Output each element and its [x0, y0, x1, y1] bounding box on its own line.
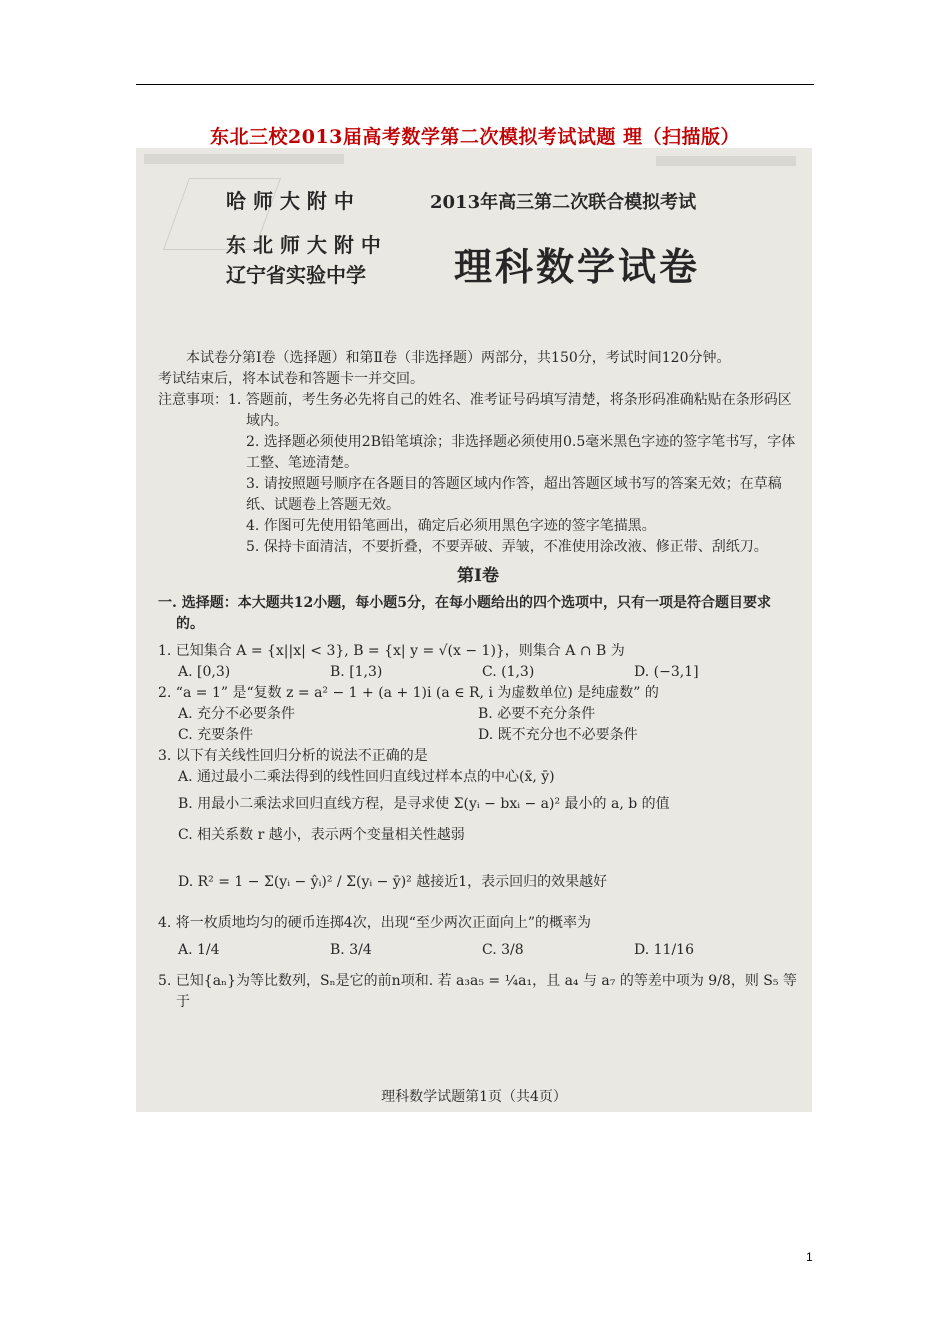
page-number: 1: [806, 1250, 813, 1264]
school-name: 辽宁省实验中学: [226, 263, 366, 287]
option: C. 3/8: [482, 942, 524, 958]
option: B. 必要不充分条件: [478, 706, 596, 722]
option: B. 3/4: [330, 942, 372, 958]
bleed-through-mark: [656, 156, 796, 166]
part-heading: 一. 选择题：本大题共12小题，每小题5分，在每小题给出的四个选项中，只有一项是符合题目要求的。: [158, 595, 771, 632]
exam-name: 2013年高三第二次联合模拟考试: [430, 192, 697, 213]
instruction-item: 2. 选择题必须使用2B铅笔填涂；非选择题必须使用0.5毫米黑色字迹的签字笔书写，字体工整、笔迹清楚。: [246, 434, 796, 471]
option: D. R² = 1 − Σ(yᵢ − ŷᵢ)² / Σ(yᵢ − ȳ)² 越接近1，表示回归的效果越好: [178, 874, 608, 890]
option: C. (1,3): [482, 664, 535, 680]
instruction-item: 4. 作图可先使用铅笔画出，确定后必须用黑色字迹的签字笔描黑。: [246, 518, 656, 534]
question-stem: 1. 已知集合 A = {x||x| < 3}, B = {x| y = √(x − 1)}，则集合 A ∩ B 为: [158, 643, 625, 659]
question-stem: 3. 以下有关线性回归分析的说法不正确的是: [158, 748, 428, 764]
option: B. 用最小二乘法求回归直线方程，是寻求使 Σ(yᵢ − bxᵢ − a)² 最小的 a, b 的值: [178, 796, 670, 812]
question-stem: 4. 将一枚质地均匀的硬币连掷4次，出现“至少两次正面向上”的概率为: [158, 915, 592, 931]
question-options: [158, 704, 798, 725]
option: C. 相关系数 r 越小，表示两个变量相关性越弱: [178, 827, 465, 843]
question-options: [158, 725, 798, 746]
scanned-exam-page: [136, 148, 812, 1112]
header-rule: [136, 84, 814, 85]
question-options: [158, 940, 798, 961]
intro-text: 本试卷分第Ⅰ卷（选择题）和第Ⅱ卷（非选择题）两部分，共150分，考试时间120分钟。: [186, 350, 731, 366]
option: C. 充要条件: [178, 727, 254, 743]
option: A. 充分不必要条件: [178, 706, 296, 722]
school-name: 哈 师 大 附 中: [226, 189, 354, 213]
school-name: 东 北 师 大 附 中: [226, 233, 381, 257]
option: A. 1/4: [178, 942, 220, 958]
option: A. [0,3): [178, 664, 231, 680]
option: B. [1,3): [330, 664, 383, 680]
question-stem: 2. “a = 1” 是“复数 z = a² − 1 + (a + 1)i (a ∈ R, i 为虚数单位) 是纯虚数” 的: [158, 685, 659, 701]
intro-text: 考试结束后，将本试卷和答题卡一并交回。: [158, 371, 424, 387]
scan-page-footer: 理科数学试题第1页（共4页）: [381, 1089, 567, 1105]
option: A. 通过最小二乘法得到的线性回归直线过样本点的中心(x̄, ȳ): [178, 769, 555, 785]
section-title: 第Ⅰ卷: [457, 566, 499, 586]
question-options: [158, 662, 798, 683]
subject-title: 理科数学试卷: [454, 244, 701, 289]
instruction-item: 注意事项：1. 答题前，考生务必先将自己的姓名、准考证号码填写清楚，将条形码准确粘贴在条形码区域内。: [158, 392, 792, 429]
school-names: [226, 186, 381, 290]
exam-body: [158, 348, 798, 1013]
document-title: 东北三校2013届高考数学第二次模拟考试试题 理（扫描版）: [210, 126, 740, 148]
question-stem: 5. 已知{aₙ}为等比数列，Sₙ是它的前n项和. 若 a₃a₅ = ¼a₁，且 a₄ 与 a₇ 的等差中项为 9/8，则 S₅ 等于: [158, 973, 797, 1010]
option: D. (−3,1]: [634, 664, 699, 680]
instruction-item: 3. 请按照题号顺序在各题目的答题区域内作答，超出答题区域书写的答案无效；在草稿纸、试题卷上答题无效。: [246, 476, 782, 513]
bleed-through-mark: [144, 154, 344, 164]
option: D. 11/16: [634, 942, 694, 958]
option: D. 既不充分也不必要条件: [478, 727, 638, 743]
instruction-item: 5. 保持卡面清洁，不要折叠，不要弄破、弄皱，不准使用涂改液、修正带、刮纸刀。: [246, 539, 768, 555]
